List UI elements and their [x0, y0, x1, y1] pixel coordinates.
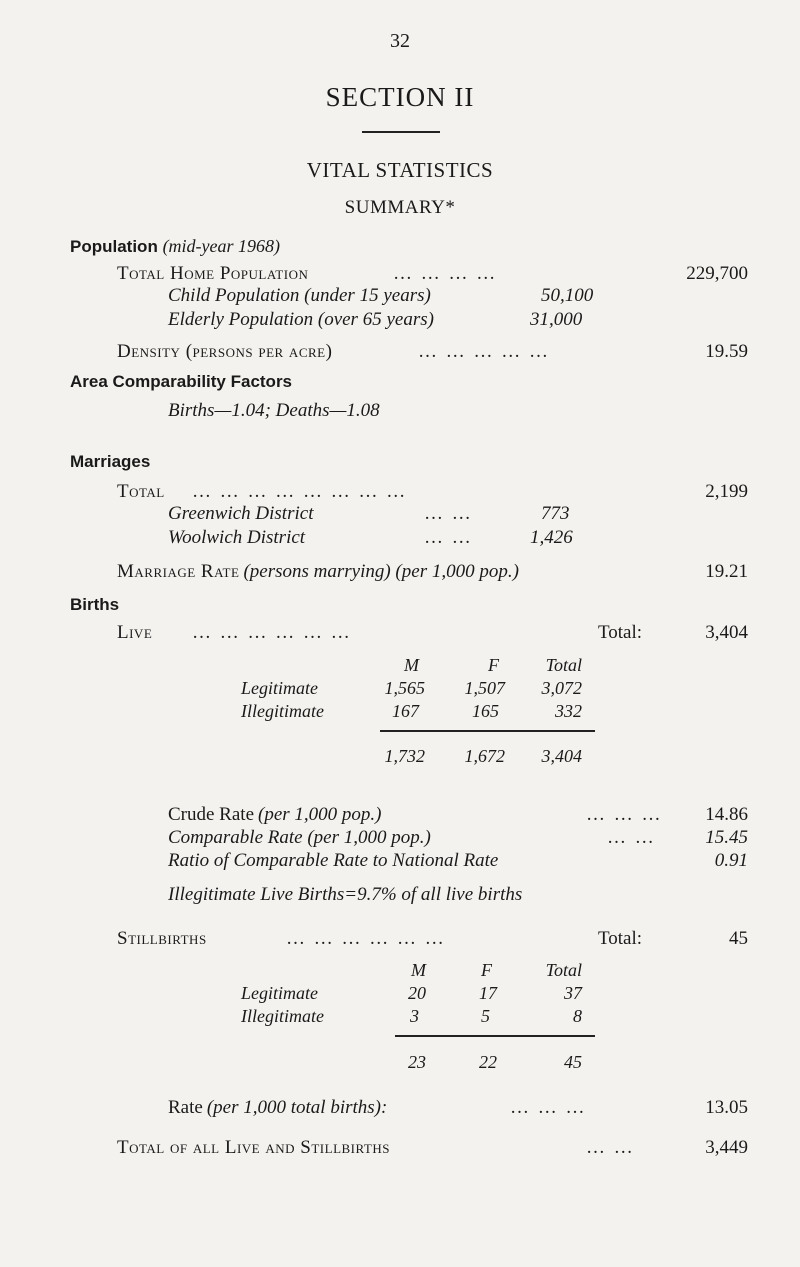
ratio-value: 0.91	[714, 850, 748, 871]
child-population-label: Child Population (under 15 years)	[168, 285, 431, 306]
summary-heading: SUMMARY*	[344, 197, 456, 218]
live-illegitimate-total: 332	[555, 701, 582, 721]
all-births-value: 3,449	[705, 1137, 748, 1158]
still-col-f-header: F	[481, 960, 492, 980]
marriages-total-dots: … … … … … … … …	[192, 481, 408, 502]
still-illegitimate-label: Illegitimate	[241, 1006, 324, 1026]
still-sum-total: 45	[564, 1052, 582, 1072]
live-col-m-header: M	[404, 655, 419, 675]
all-births-label: Total of all Live and Stillbirths	[117, 1137, 390, 1158]
marriage-rate-value: 19.21	[705, 561, 748, 582]
child-population-value: 50,100	[541, 285, 594, 306]
live-legitimate-f: 1,507	[464, 678, 505, 698]
births-heading: Births	[70, 595, 120, 614]
woolwich-district-value: 1,426	[530, 527, 573, 548]
live-births-total-value: 3,404	[705, 622, 748, 643]
live-illegitimate-f: 165	[472, 701, 499, 721]
area-comparability-factors: Births—1.04; Deaths—1.08	[168, 400, 380, 421]
live-sum-total: 3,404	[541, 746, 582, 766]
stillbirths-total-value: 45	[729, 928, 748, 949]
still-illegitimate-f: 5	[481, 1006, 490, 1026]
stillbirth-rate-dots: … … …	[510, 1097, 587, 1118]
total-home-population-value: 229,700	[686, 263, 748, 284]
comparable-rate-value: 15.45	[705, 827, 748, 848]
live-births-label: Live	[117, 622, 153, 643]
still-col-total-header: Total	[545, 960, 582, 980]
live-illegitimate-label: Illegitimate	[241, 701, 324, 721]
woolwich-district-label: Woolwich District	[168, 527, 306, 548]
title-divider	[362, 131, 440, 133]
total-home-population-dots: … … … …	[393, 263, 498, 284]
population-heading-sub: (mid-year 1968)	[162, 236, 281, 256]
woolwich-district-dots: … …	[424, 527, 473, 548]
crude-rate-row	[168, 804, 382, 826]
still-legitimate-f: 17	[479, 983, 497, 1003]
live-legitimate-m: 1,565	[384, 678, 425, 698]
area-comparability-heading: Area Comparability Factors	[70, 372, 293, 391]
marriage-rate-sub: (persons marrying) (per 1,000 pop.)	[243, 561, 519, 582]
page-number: 32	[390, 30, 410, 52]
crude-rate-label: Crude Rate	[168, 804, 255, 825]
still-sum-f: 22	[479, 1052, 497, 1072]
density-value: 19.59	[705, 341, 748, 362]
live-births-total-label: Total:	[598, 622, 643, 643]
all-births-dots: … …	[586, 1137, 635, 1158]
live-illegitimate-m: 167	[392, 701, 419, 721]
still-col-m-header: M	[411, 960, 426, 980]
comparable-rate-dots: … …	[607, 827, 656, 848]
live-col-total-header: Total	[545, 655, 582, 675]
marriage-rate-row	[117, 561, 519, 583]
crude-rate-dots: … … …	[586, 804, 663, 825]
greenwich-district-dots: … …	[424, 503, 473, 524]
illegitimate-note: Illegitimate Live Births=9.7% of all live births	[168, 884, 523, 905]
stillbirths-label: Stillbirths	[117, 928, 207, 949]
live-sum-m: 1,732	[384, 746, 425, 766]
ratio-label: Ratio of Comparable Rate to National Rate	[168, 850, 499, 871]
still-legitimate-total: 37	[564, 983, 582, 1003]
live-births-sum-rule	[380, 730, 595, 732]
comparable-rate-label: Comparable Rate (per 1,000 pop.)	[168, 827, 431, 848]
still-legitimate-m: 20	[408, 983, 426, 1003]
crude-rate-sub: (per 1,000 pop.)	[258, 804, 382, 825]
stillbirths-total-label: Total:	[598, 928, 643, 949]
stillbirth-rate-value: 13.05	[705, 1097, 748, 1118]
population-heading	[70, 236, 280, 257]
live-legitimate-label: Legitimate	[241, 678, 318, 698]
stillbirth-rate-row	[168, 1097, 387, 1119]
still-illegitimate-m: 3	[410, 1006, 419, 1026]
density-label: Density (persons per acre)	[117, 341, 333, 362]
population-heading-text: Population	[70, 237, 158, 256]
crude-rate-value: 14.86	[705, 804, 748, 825]
stillbirths-dots: … … … … … …	[286, 928, 446, 949]
stillbirth-rate-sub: (per 1,000 total births):	[206, 1097, 388, 1118]
section-title: SECTION II	[325, 82, 475, 112]
stillbirths-sum-rule	[395, 1035, 595, 1037]
elderly-population-label: Elderly Population (over 65 years)	[168, 309, 434, 330]
marriages-total-value: 2,199	[705, 481, 748, 502]
live-sum-f: 1,672	[464, 746, 505, 766]
total-home-population-label: Total Home Population	[117, 263, 309, 284]
still-sum-m: 23	[408, 1052, 426, 1072]
greenwich-district-value: 773	[541, 503, 570, 524]
greenwich-district-label: Greenwich District	[168, 503, 314, 524]
live-legitimate-total: 3,072	[541, 678, 582, 698]
vital-statistics-heading: VITAL STATISTICS	[306, 158, 494, 182]
live-births-dots: … … … … … …	[192, 622, 352, 643]
stillbirth-rate-label: Rate	[168, 1097, 203, 1118]
still-legitimate-label: Legitimate	[241, 983, 318, 1003]
marriages-heading: Marriages	[70, 452, 151, 471]
live-col-f-header: F	[488, 655, 499, 675]
marriage-rate-label: Marriage Rate	[117, 561, 240, 582]
elderly-population-value: 31,000	[530, 309, 583, 330]
marriages-total-label: Total	[117, 481, 165, 502]
density-dots: … … … … …	[418, 341, 550, 362]
still-illegitimate-total: 8	[573, 1006, 582, 1026]
